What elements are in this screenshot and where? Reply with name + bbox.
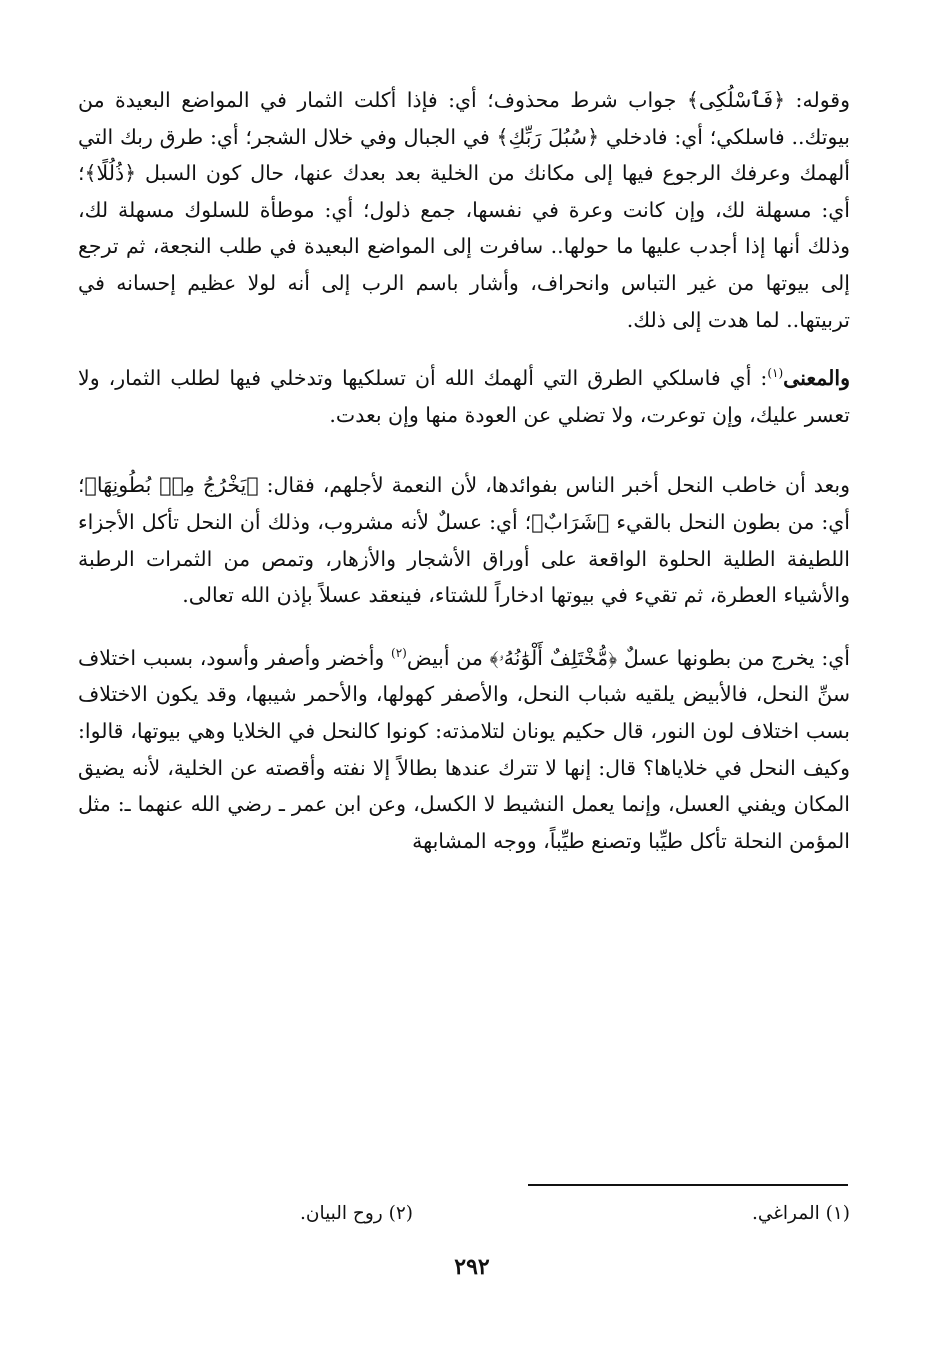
footnote-1: (١) المراغي.: [751, 1203, 850, 1224]
meaning-heading: والمعنى: [783, 366, 850, 391]
paragraph-2: [78, 360, 850, 433]
footnote-ref-2: (٢): [391, 645, 407, 660]
paragraph-2-text: : أي فاسلكي الطرق التي ألهمك الله أن تسلكيها وتدخلي فيها لطلب الثمار، ولا تعسر عليك، وإن توعرت، ولا تضلي عن العودة منها وإن بعدت.: [78, 366, 850, 427]
footnote-ref-1: (١): [767, 366, 784, 381]
paragraph-4-start: أي: يخرج من بطونها عسلٌ ﴿مُّخْتَلِفٌ أَلْوَٰنُهُۥ﴾ من أبيض: [406, 645, 850, 670]
footnote-2: (٢) روح البيان.: [300, 1203, 413, 1224]
paragraph-3: وبعد أن خاطب النحل أخبر الناس بفوائدها، لأن النعمة لأجلهم، فقال: ﴿يَخْرُجُ مِنۢ بُطُونِهَا﴾؛ أي: من بطون النحل بالقيء ﴿شَرَابٌ﴾؛ أي: عسلٌ لأنه مشروب، وذلك أن النحل تأكل الأجزاء اللطيفة الطلية الحلوة الواقعة على أوراق الأشجار والأزهار، وتمص من الثمرات الرطبة والأشياء العطرة، ثم تقيء في بيوتها ادخاراً للشتاء، فينعقد عسلاً بإذن الله تعالى.: [78, 473, 850, 608]
page-number: ٢٩٢: [454, 1254, 490, 1280]
footnote-divider: [528, 1184, 848, 1186]
footnotes: [300, 1200, 850, 1228]
paragraph-1: وقوله: ﴿فَٱسْلُكِى﴾ جواب شرط محذوف؛ أي: فإذا أكلت الثمار في المواضع البعيدة من بيوتك.. فاسلكي؛ أي: فادخلي ﴿سُبُلَ رَبِّكِ﴾ في الجبال وفي خلال الشجر؛ أي: طرق ربك التي ألهمك وعرفك الرجوع فيها إلى مكانك من الخلية بعد بعدك عنها، حال كون السبل ﴿ذُلُلًا﴾؛ أي: مسهلة لك، وإن كانت وعرة في نفسها، جمع ذلول؛ أي: موطأة للسلوك مسهلة لك، وذلك أنها إذا أجدب عليها ما حولها.. سافرت إلى المواضع البعيدة في طلب النجعة، ثم ترجع إلى بيوتها من غير التباس وانحراف، وأشار باسم الرب إلى أنه لولا عظيم إحسانه في تربيتها.. لما هدت إلى ذلك.: [78, 88, 850, 332]
paragraph-4: [78, 640, 850, 860]
paragraph-4-rest: وأخضر وأصفر وأسود، بسبب اختلاف سنِّ النحل، فالأبيض يلقيه شباب النحل، والأصفر كهولها، والأحمر شيبها، وقد يكون الاختلاف بسب اختلاف لون النور، قال حكيم يونان لتلامذته: كونوا كالنحل في الخلايا وهي بيوتها، قالوا: وكيف النحل في خلاياها؟ قال: إنها لا تترك عندها بطالاً إلا نفته وأقصته عن الخلية، لأنه يضيق المكان ويفني العسل، وإنما يعمل النشيط لا الكسل، وعن ابن عمر ـ رضي الله عنهما ـ: مثل المؤمن النحلة تأكل طيِّبا وتصنع طيِّباً، ووجه المشابهة: [78, 645, 850, 853]
page-body: [78, 82, 850, 859]
